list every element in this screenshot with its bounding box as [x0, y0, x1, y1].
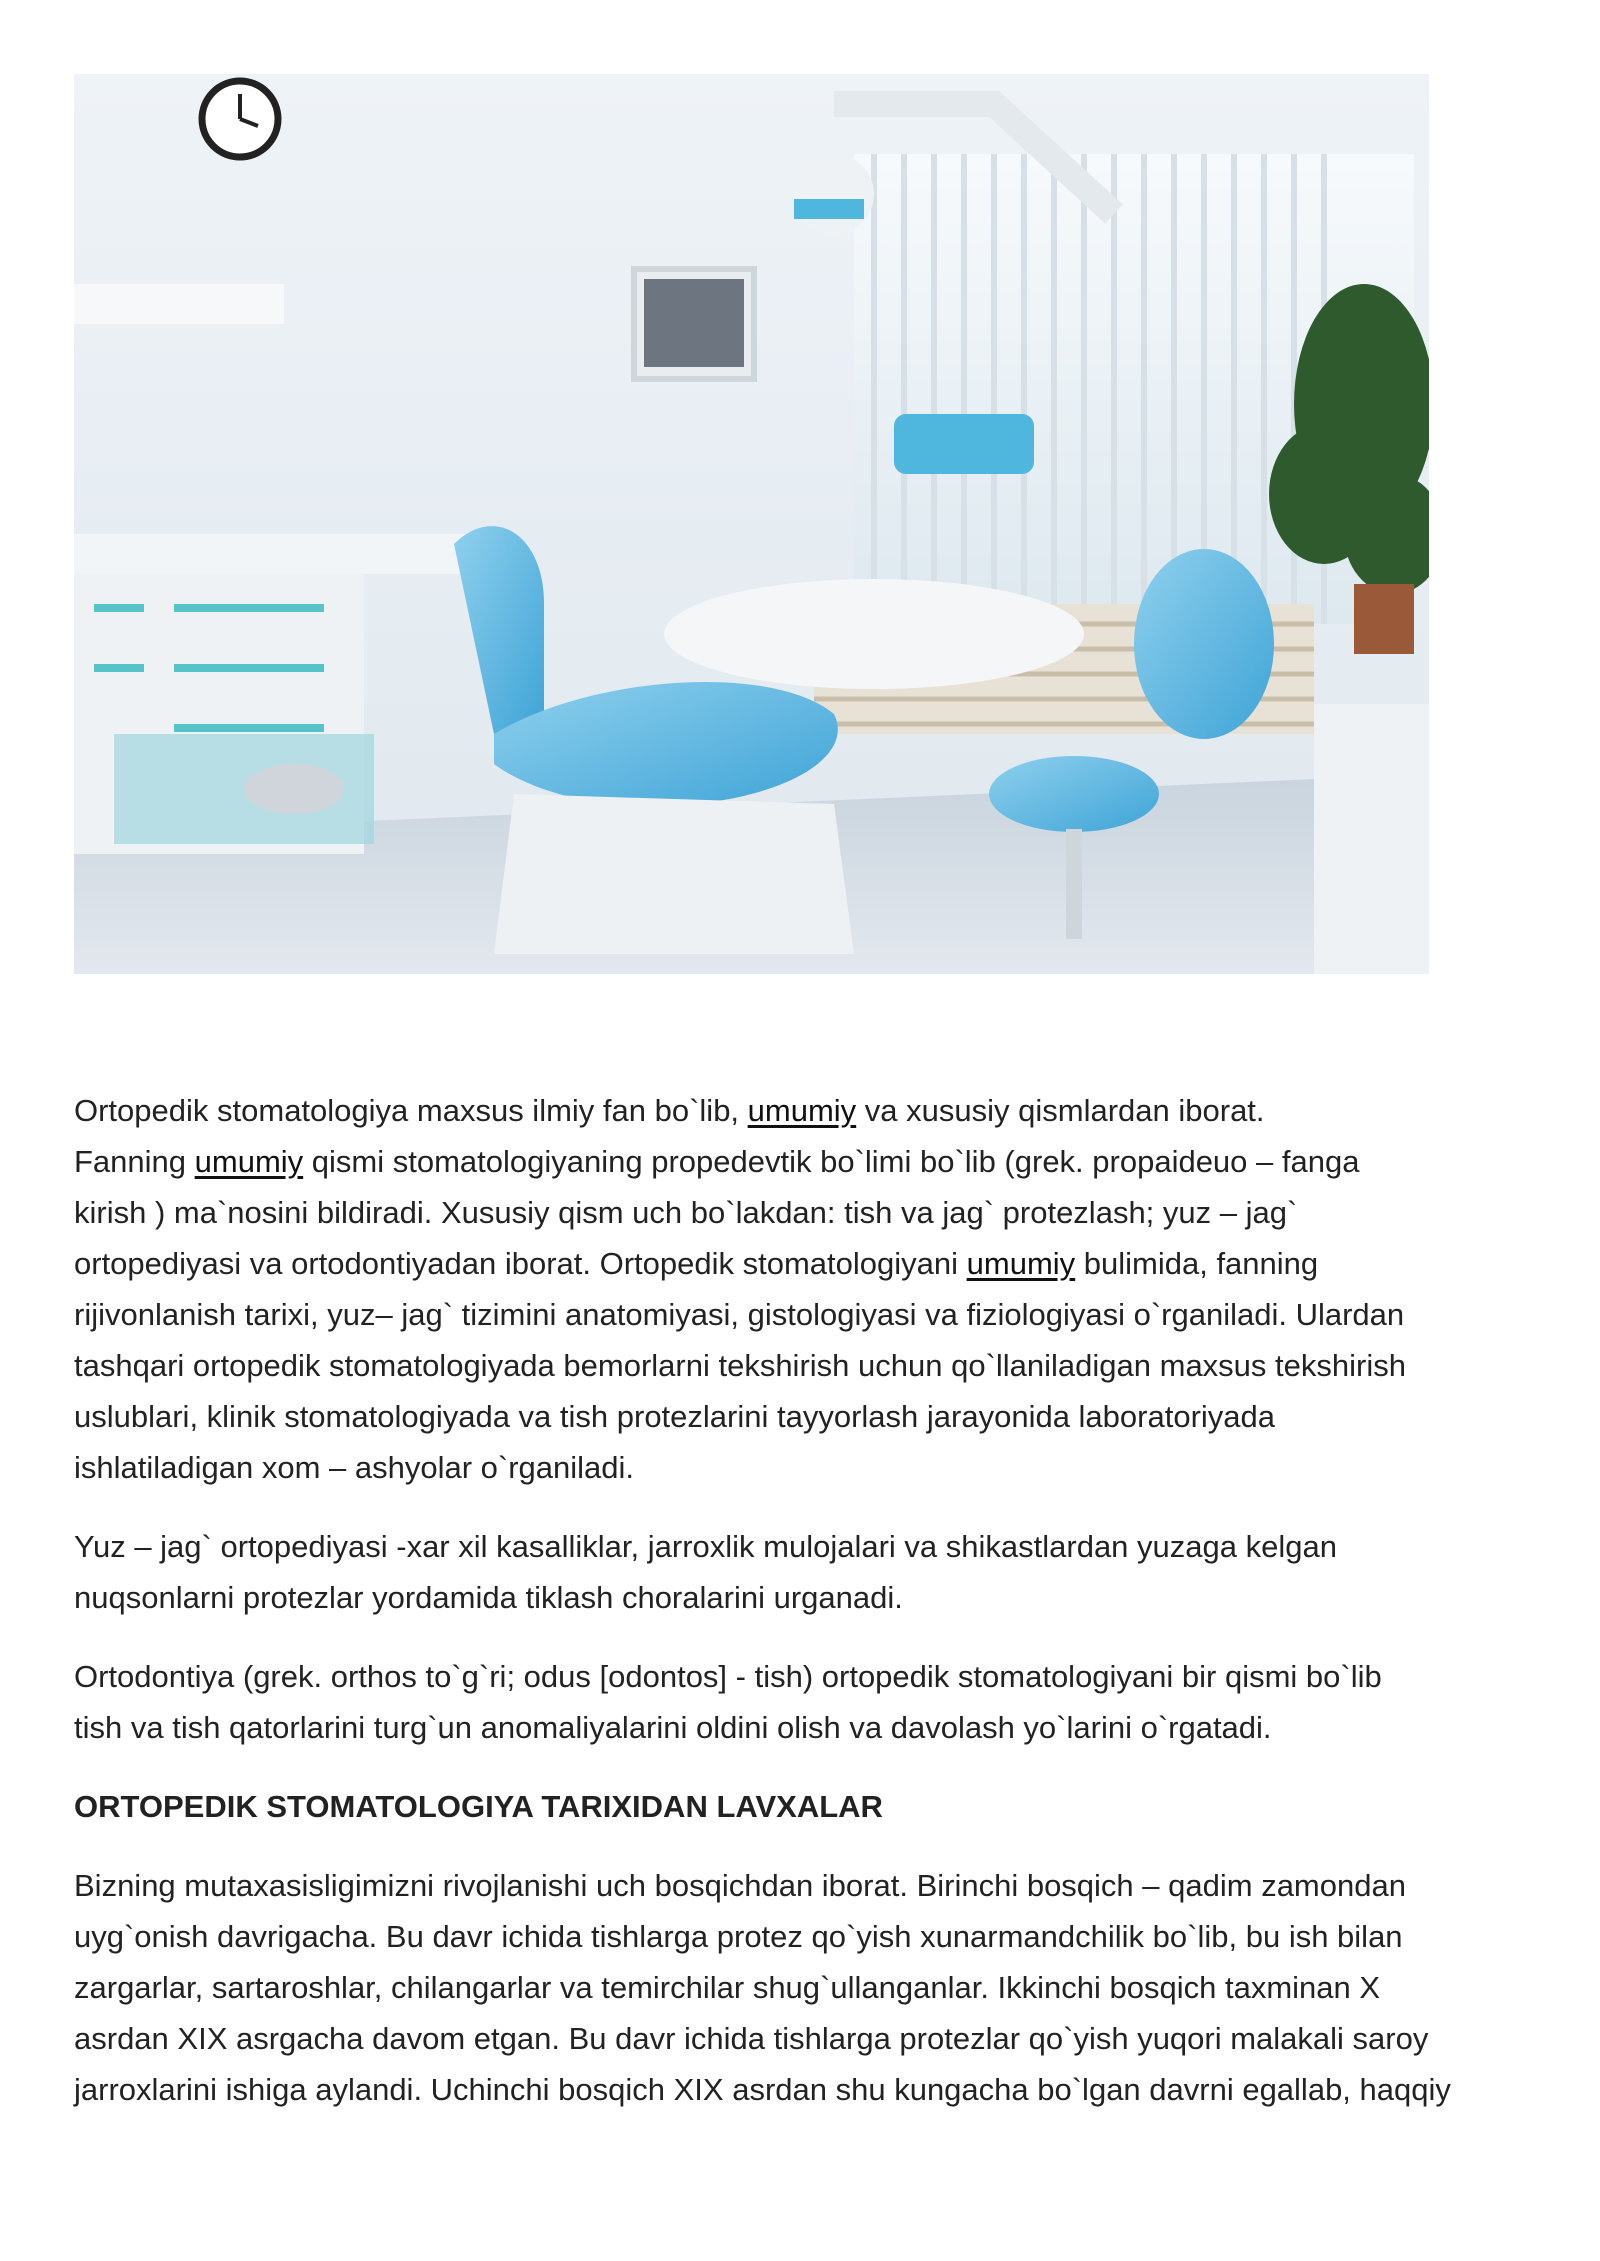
umumiy-link[interactable]: umumiy — [747, 1093, 857, 1128]
paragraph-intro: Ortopedik stomatologiya maxsus ilmiy fan bo`lib, umumiy va xususiy qismlardan iborat. Fanning umumiy qismi stomatologiyaning propedevtik bo`limi bo`lib (grek. propaideuo – fanga kirish ) ma`nosini bildiradi. Xususiy qism uch bo`lakdan: tish va jag` protezlash; yuz – jag` ortopediyasi va ortodontiyadan iborat. Ortopedik stomatologiyani umumiy bulimida, fanning rijivonlanish tarixi, yuz– jag` tizimini anatomiyasi, gistologiyasi va fiziologiyasi o`rganiladi. Ulardan tashqari ortopedik stomatologiyada bemorlarni tekshirish uchun qo`llaniladigan maxsus tekshirish uslublari, klinik stomatologiyada va tish protezlarini tayyorlash jarayonida laboratoriyada ishlatiladigan xom – ashyolar o`rganiladi. — [74, 1093, 1406, 1485]
article-body — [74, 1085, 1534, 2143]
umumiy-link[interactable]: umumiy — [194, 1144, 304, 1179]
paragraph-history: Bizning mutaxasisligimizni rivojlanishi uch bosqichdan iborat. Birinchi bosqich – qadim zamondan uyg`onish davrigacha. Bu davr ichida tishlarga protez qo`yish xunarmandchilik bo`lib, bu ish bilan zargarlar, sartaroshlar, chilangarlar va temirchilar shug`ullanganlar. Ikkinchi bosqich taxminan X asrdan XIX asrgacha davom etgan. Bu davr ichida tishlarga protezlar qo`yish yuqori malakali saroy jarroxlarini ishiga aylandi. Uchinchi bosqich XIX asrdan shu kungacha bo`lgan davrni egallab, haqqiy — [74, 1868, 1451, 2107]
dental-clinic-photo — [74, 74, 1429, 974]
section-heading: ORTOPEDIK STOMATOLOGIYA TARIXIDAN LAVXALAR — [74, 1789, 883, 1824]
paragraph-yuz-jag: Yuz – jag` ortopediyasi -xar xil kasalliklar, jarroxlik mulojalari va shikastlardan yuzaga kelgan nuqsonlarni protezlar yordamida tiklash choralarini urganadi. — [74, 1529, 1337, 1615]
dental-clinic-room-photo — [74, 74, 1429, 974]
paragraph-ortodontiya: Ortodontiya (grek. orthos to`g`ri; odus [odontos] - tish) ortopedik stomatologiyani bir qismi bo`lib tish va tish qatorlarini turg`un anomaliyalarini oldini olish va davolash yo`larini o`rgatadi. — [74, 1659, 1382, 1745]
umumiy-link[interactable]: umumiy — [966, 1246, 1076, 1281]
